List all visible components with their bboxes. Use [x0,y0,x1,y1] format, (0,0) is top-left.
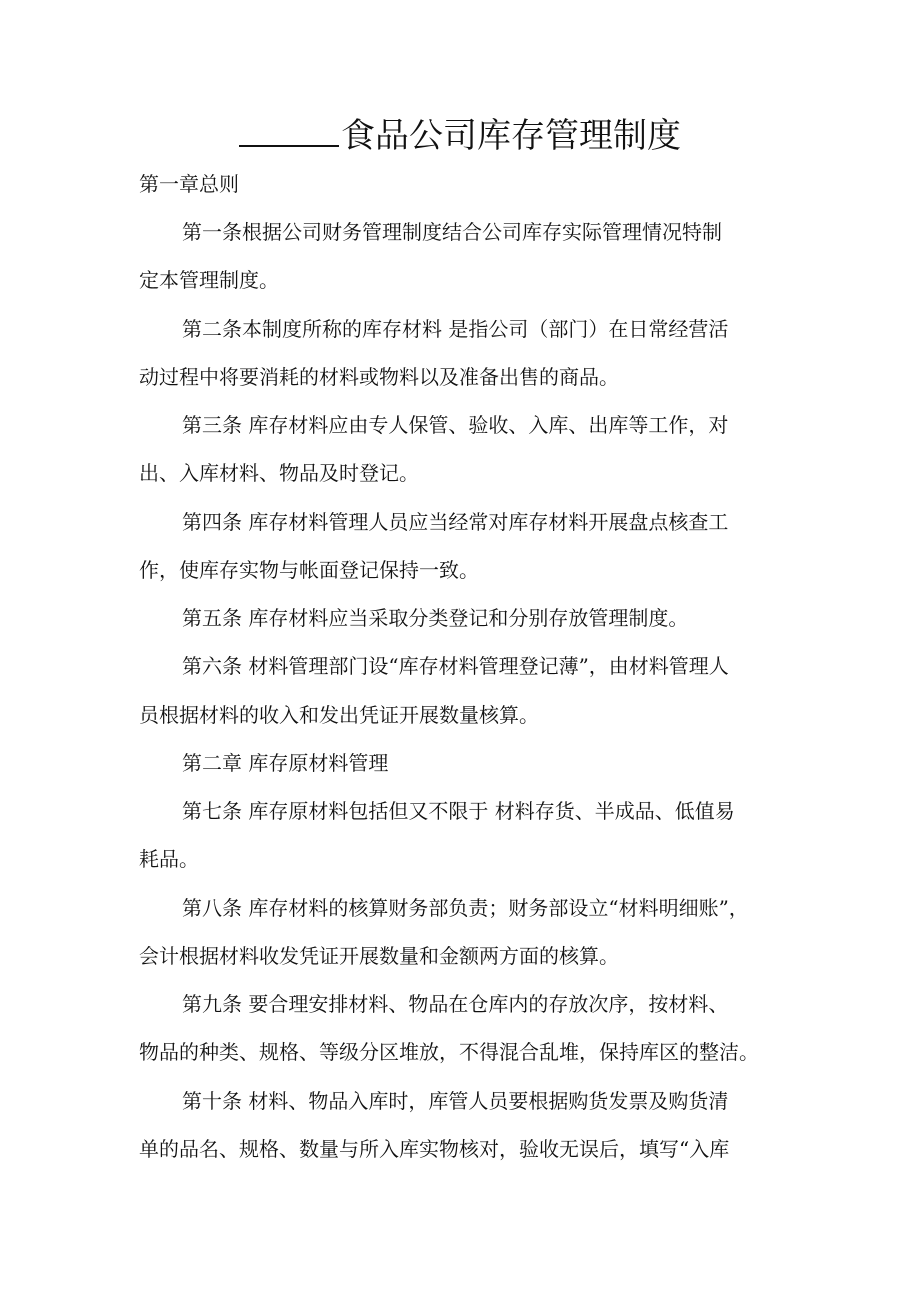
article-1-line-1: 第一条根据公司财务管理制度结合公司库存实际管理情况特制 [182,220,722,244]
article-7-line-1: 第七条 库存原材料包括但又不限于 材料存货、半成品、低值易 [182,799,735,823]
article-6-line-2: 员根据材料的收入和发出凭证开展数量核算。 [139,703,539,727]
title-blank-underline [239,115,339,147]
article-1-line-2: 定本管理制度。 [139,268,279,292]
article-7-line-2: 耗品。 [139,847,199,871]
article-2-line-2: 动过程中将要消耗的材料或物料以及准备出售的商品。 [139,365,619,389]
article-3-line-2: 出、入库材料、物品及时登记。 [139,461,419,485]
article-6-line-1: 第六条 材料管理部门设“库存材料管理登记薄”，由材料管理人 [182,654,729,678]
document-title [0,112,920,160]
article-4-line-1: 第四条 库存材料管理人员应当经常对库存材料开展盘点核查工 [182,510,729,534]
chapter-2-heading: 第二章 库存原材料管理 [182,751,389,775]
article-5-line-1: 第五条 库存材料应当采取分类登记和分别存放管理制度。 [182,606,689,630]
article-10-line-1: 第十条 材料、物品入库时，库管人员要根据购货发票及购货清 [182,1089,729,1113]
chapter-heading: 第一章总则 [139,172,239,196]
article-2-line-1: 第二条本制度所称的库存材料 是指公司（部门）在日常经营活 [182,317,729,341]
article-8-line-2: 会计根据材料收发凭证开展数量和金额两方面的核算。 [139,944,619,968]
article-10-line-2: 单的品名、规格、数量与所入库实物核对，验收无误后，填写“入库 [139,1137,730,1161]
article-9-line-1: 第九条 要合理安排材料、物品在仓库内的存放次序，按材料、 [182,992,729,1016]
article-8-line-1: 第八条 库存材料的核算财务部负责；财务部设立“材料明细账”， [182,896,749,920]
article-3-line-1: 第三条 库存材料应由专人保管、验收、入库、出库等工作，对 [182,413,729,437]
document-title-text: 食品公司库存管理制度 [341,116,681,156]
article-9-line-2: 物品的种类、规格、等级分区堆放，不得混合乱堆，保持库区的整洁。 [139,1040,759,1064]
article-4-line-2: 作，使库存实物与帐面登记保持一致。 [139,558,479,582]
